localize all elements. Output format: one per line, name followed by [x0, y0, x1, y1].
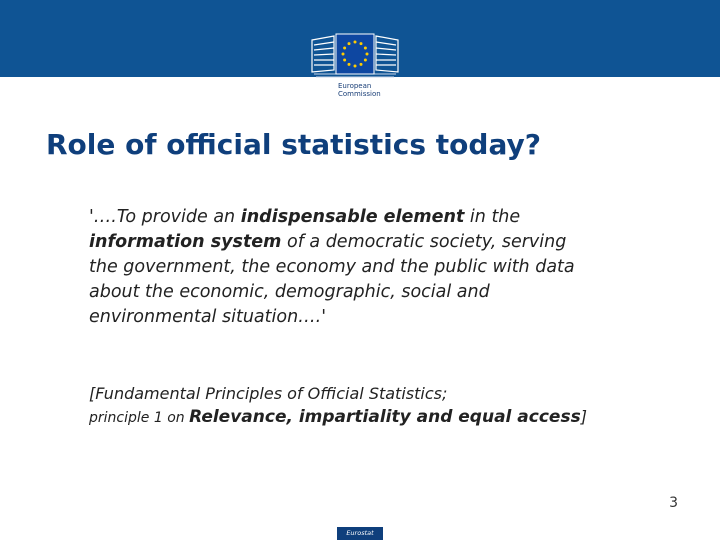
eu-star-icon: [343, 47, 346, 50]
logo-label: [338, 82, 381, 98]
eu-star-icon: [354, 41, 357, 44]
citation-text: [Fundamental Principles of Official Statistics; principle 1 on Relevance, impartiality and equal access]: [89, 384, 587, 427]
eurostat-badge: Eurostat: [337, 527, 383, 540]
page-number: 3: [669, 495, 678, 511]
eu-star-icon: [354, 65, 357, 68]
quote-emphasis-1: indispensable element: [240, 207, 465, 227]
eu-star-icon: [343, 59, 346, 62]
eu-star-icon: [348, 63, 351, 66]
eu-star-icon: [366, 53, 369, 56]
european-commission-logo: [310, 18, 400, 100]
eu-star-icon: [360, 42, 363, 45]
quote-emphasis-2: information system: [89, 232, 282, 252]
slide-title: Role of official statistics today?: [46, 128, 541, 161]
eu-star-icon: [360, 63, 363, 66]
logo-line-european: European: [338, 82, 372, 90]
berlaymont-building-icon: [310, 18, 400, 80]
eu-star-icon: [348, 42, 351, 45]
eu-star-icon: [342, 53, 345, 56]
quote-text: '….To provide an indispensable element in the information system of a democratic society, serving the government, the economy and the public with data about the economic, demographic, social and environmental situation….': [89, 207, 575, 327]
logo-line-commission: Commission: [338, 90, 381, 98]
eu-star-icon: [364, 59, 367, 62]
eu-star-icon: [364, 47, 367, 50]
citation-emphasis: Relevance, impartiality and equal access: [189, 407, 581, 427]
